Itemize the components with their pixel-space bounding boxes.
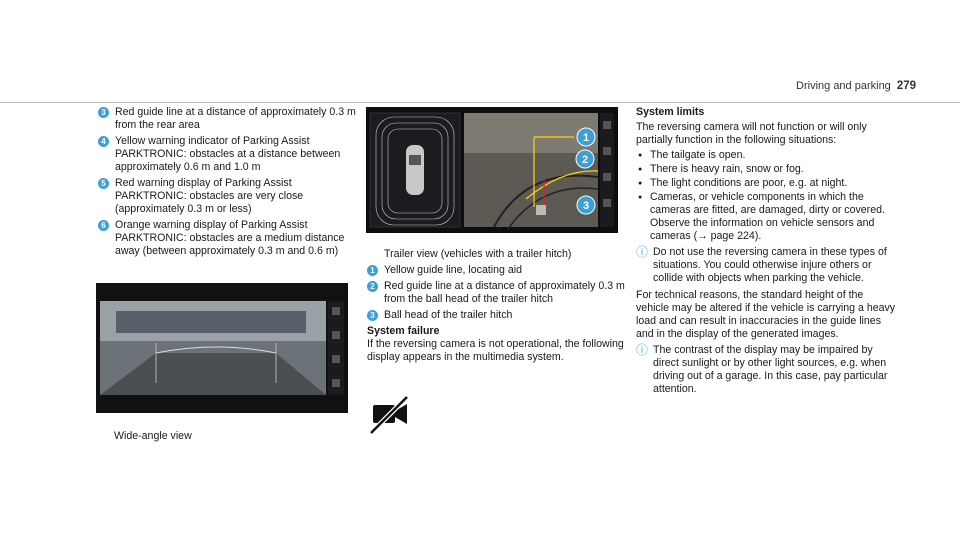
note-text: The contrast of the display may be impaired by direct sunlight or by other light sources, e.g. when driving out of a garage. In this case, pay particular attention. <box>653 344 888 395</box>
column-1 <box>98 106 356 261</box>
info-icon: ⓘ <box>636 245 649 259</box>
list-item <box>98 177 356 216</box>
system-failure-text: If the reversing camera is not operational, the following display appears in the multimedia system. <box>367 338 624 363</box>
callout-marker: 3 <box>98 107 109 118</box>
paragraph: For technical reasons, the standard height of the vehicle may be altered if the vehicle is carrying a heavy load and can result in inaccuracies in the guide lines and in the display of the generated images. <box>636 289 896 340</box>
item-text: Red guide line at a distance of approximately 0.3 m from the ball head of the trailer hitch <box>384 280 625 305</box>
item-text: Ball head of the trailer hitch <box>384 309 513 321</box>
list-item <box>98 219 356 258</box>
note <box>636 344 898 396</box>
item-text: Orange warning display of Parking Assist PARKTRONIC: obstacles are a medium distance away (between approximately 0.3 m and 0.6 m) <box>115 219 345 257</box>
callout-marker: 6 <box>98 220 109 231</box>
marker-3: 3 <box>582 200 590 212</box>
section-title: Driving and parking <box>796 80 891 92</box>
page-number: 279 <box>896 80 916 92</box>
callout-marker: 3 <box>367 310 378 321</box>
list-item: ● The light conditions are poor, e.g. at night. <box>636 177 898 190</box>
item-text: Red warning display of Parking Assist PARKTRONIC: obstacles are very close (approximately 0.3 m or less) <box>115 177 304 215</box>
info-icon: ⓘ <box>636 343 649 357</box>
list-item <box>98 135 356 174</box>
callout-marker: 2 <box>367 281 378 292</box>
list-item <box>367 264 625 277</box>
note-text: Do not use the reversing camera in these types of situations. You could otherwise injure others or collide with objects when parking the vehicle. <box>653 246 887 284</box>
list-item: ● There is heavy rain, snow or fog. <box>636 163 898 176</box>
item-text: Yellow guide line, locating aid <box>384 264 523 276</box>
list-item: ● The tailgate is open. <box>636 149 898 162</box>
header-rule <box>0 102 960 103</box>
list-item <box>98 106 356 132</box>
trailer-view-image <box>366 107 618 233</box>
trailer-view-caption: Trailer view (vehicles with a trailer hitch) <box>384 248 572 260</box>
system-limits-heading: System limits <box>636 106 705 118</box>
callout-marker: 1 <box>367 265 378 276</box>
list-item <box>367 309 625 322</box>
column-2 <box>367 248 625 364</box>
item-text: Yellow warning indicator of Parking Assist PARKTRONIC: obstacles at a distance between approximately 0.6 m and 1.0 m <box>115 135 341 173</box>
wide-angle-caption: Wide-angle view <box>114 430 192 442</box>
callout-marker: 5 <box>98 178 109 189</box>
marker-1: 1 <box>582 132 590 144</box>
callout-marker: 4 <box>98 136 109 147</box>
item-text: Red guide line at a distance of approximately 0.3 m from the rear area <box>115 106 356 131</box>
camera-off-icon <box>367 395 413 440</box>
note <box>636 246 898 285</box>
list-item <box>367 280 625 306</box>
marker-2: 2 <box>581 154 589 166</box>
wide-angle-scene <box>96 283 348 413</box>
column-3 <box>636 104 898 400</box>
system-failure-heading: System failure <box>367 325 440 337</box>
list-item: ● Cameras, or vehicle components in which the cameras are fitted, are damaged, dirty or covered. Observe the information on vehicle sensors and cameras (→ page 224). <box>636 191 898 243</box>
wide-angle-camera-image <box>96 283 348 413</box>
trailer-view-scene <box>366 107 618 233</box>
system-limits-intro: The reversing camera will not function or will only partially function in the following situations: <box>636 121 867 146</box>
running-header <box>796 80 916 92</box>
